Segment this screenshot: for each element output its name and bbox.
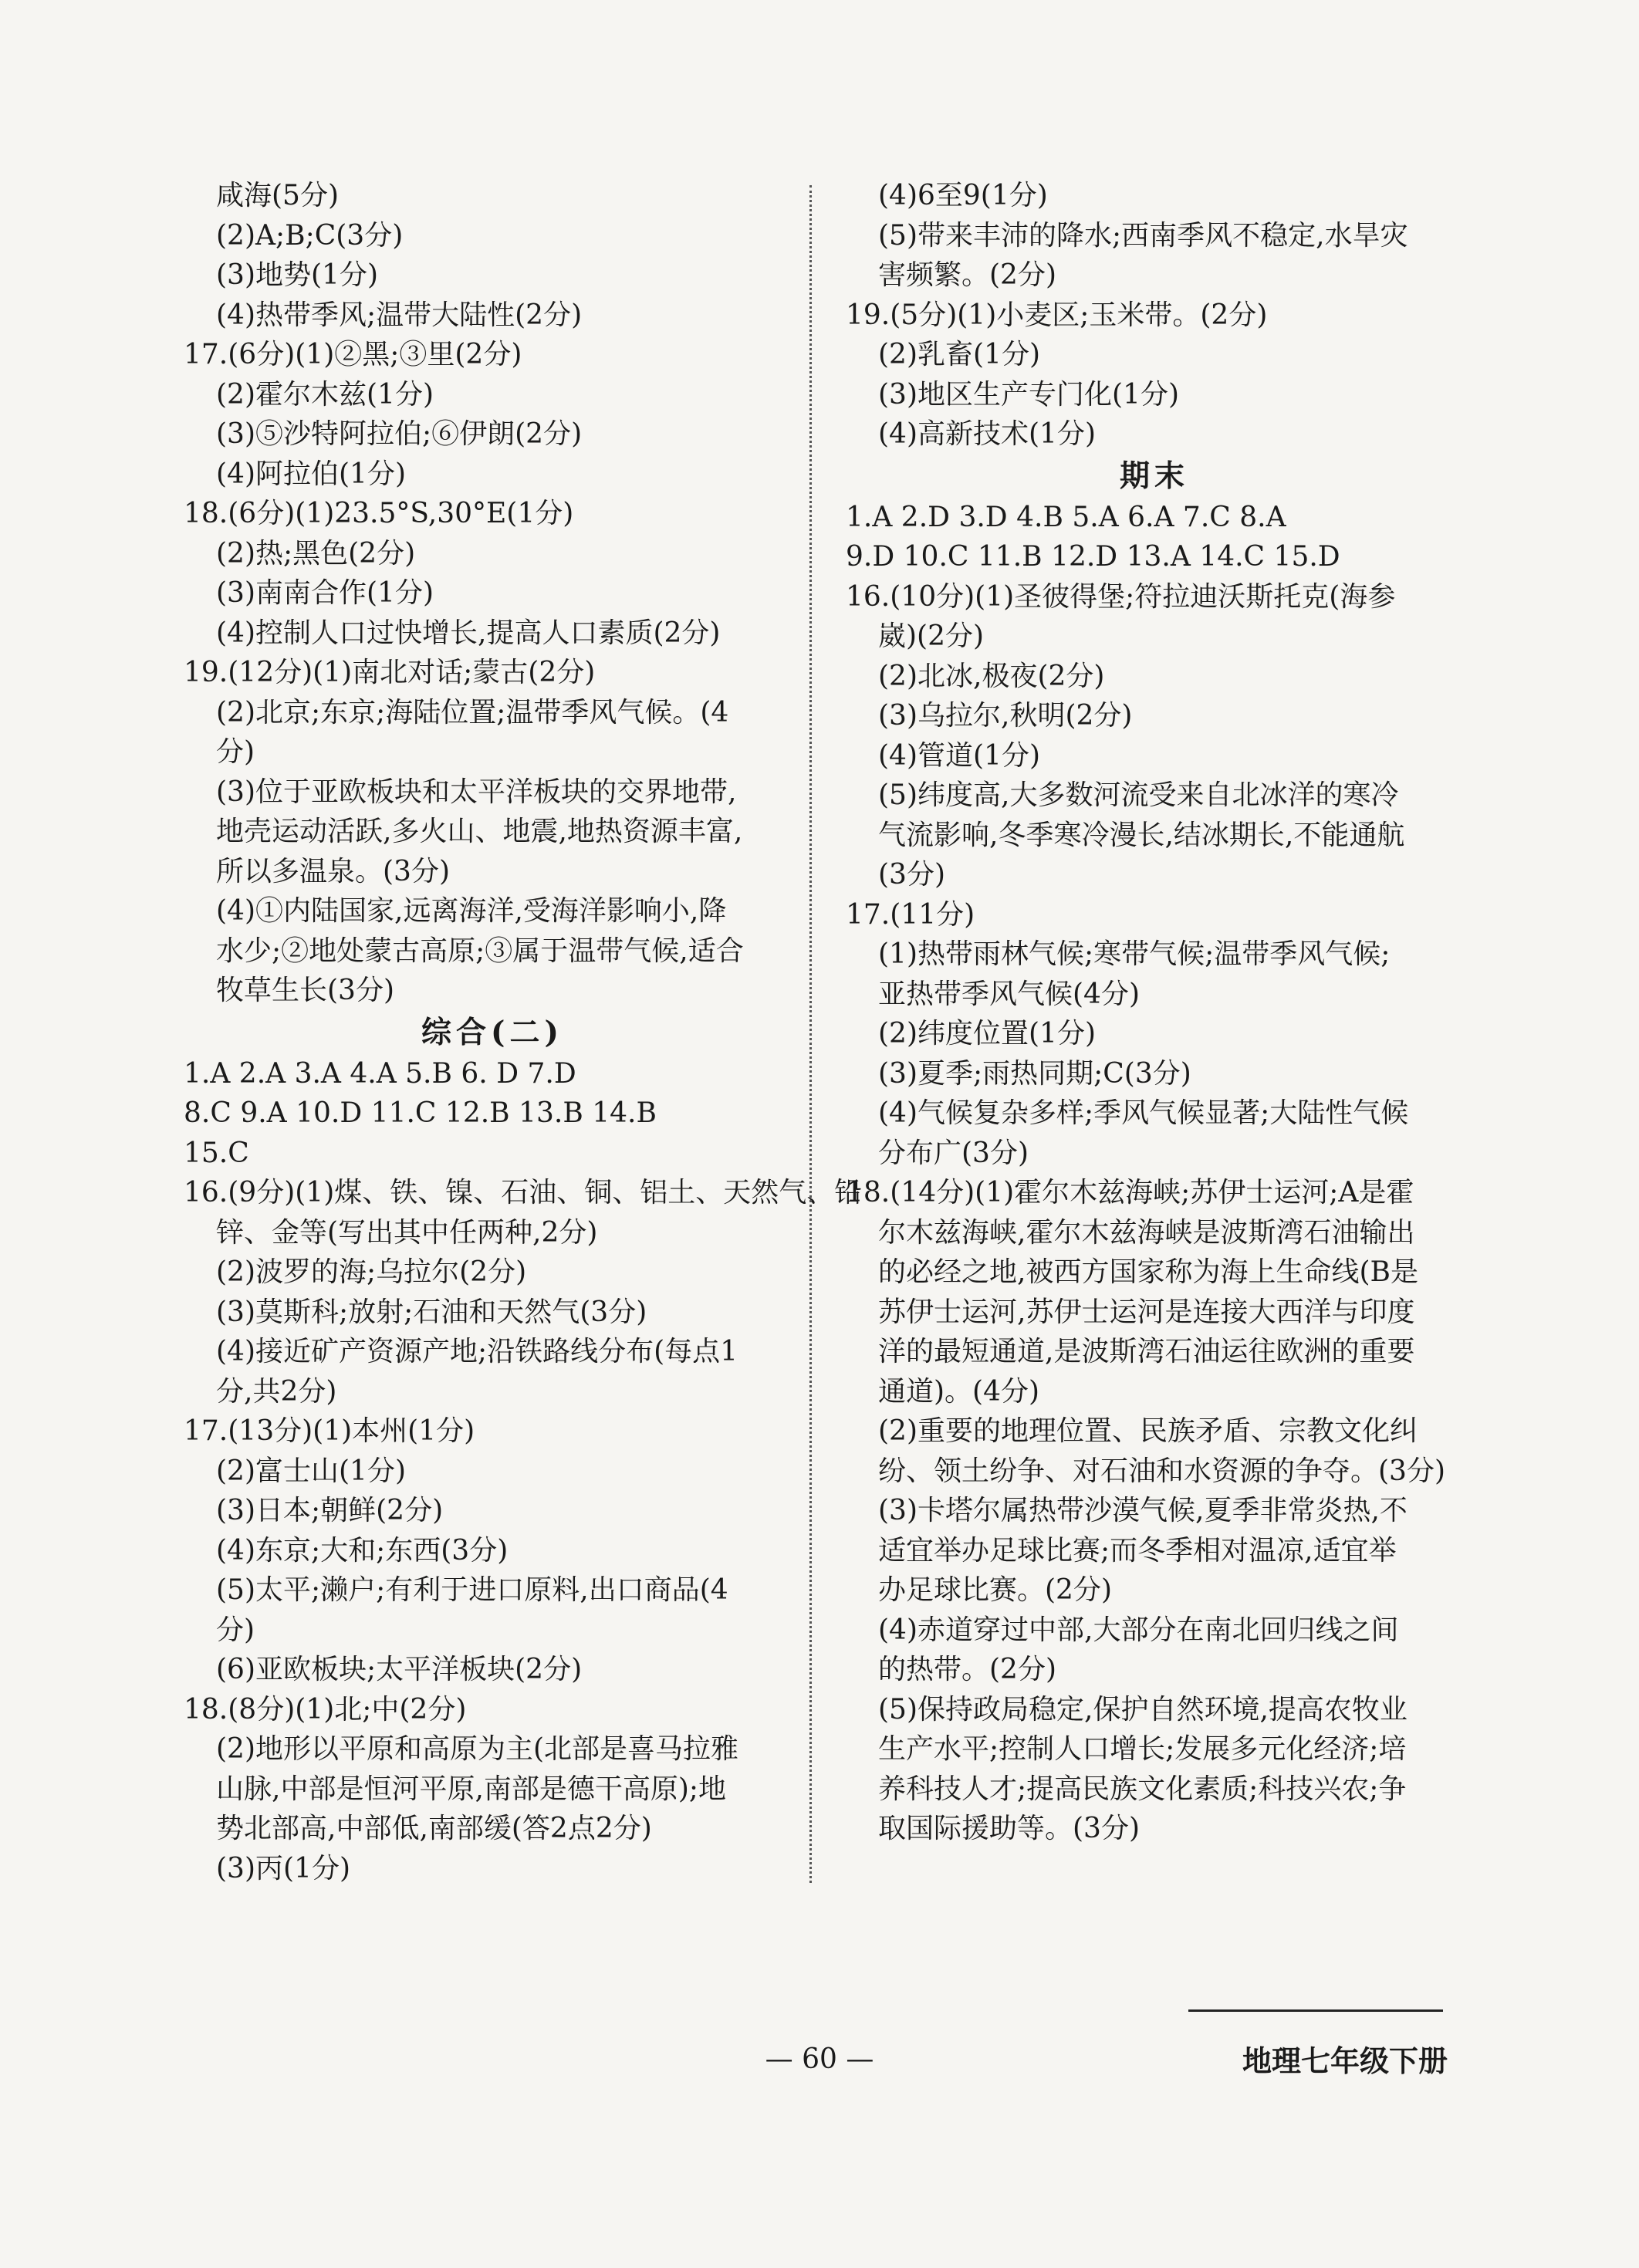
answer-line: 18.(14分)(1)霍尔木兹海峡;苏伊士运河;A是霍 [846, 1177, 1414, 1208]
answer-line: 15.C [184, 1137, 249, 1169]
answer-line: 19.(5分)(1)小麦区;玉米带。(2分) [846, 299, 1268, 331]
answer-line: (2)地形以平原和高原为主(北部是喜马拉雅 [216, 1733, 739, 1765]
answer-line: (4)①内陆国家,远离海洋,受海洋影响小,降 [216, 895, 727, 927]
answer-line: 的必经之地,被西方国家称为海上生命线(B是 [878, 1256, 1418, 1288]
right-column [846, 176, 1463, 1849]
answer-line: 分,共2分) [216, 1375, 337, 1408]
answer-line: (3)南南合作(1分) [216, 577, 434, 609]
answer-line: (5)保持政局稳定,保护自然环境,提高农牧业 [878, 1693, 1408, 1726]
answer-line: 苏伊士运河,苏伊士运河是连接大西洋与印度 [878, 1296, 1415, 1328]
answer-line: 咸海(5分) [216, 180, 339, 211]
answer-line: (3)位于亚欧板块和太平洋板块的交界地带, [216, 776, 737, 808]
answer-line: 8.C 9.A 10.D 11.C 12.B 13.B 14.B [184, 1097, 657, 1129]
answer-line: 纷、领土纷争、对石油和水资源的争夺。(3分) [878, 1455, 1445, 1487]
answer-line: 17.(6分)(1)②黑;③里(2分) [184, 339, 522, 370]
section-heading: 期末 [1119, 458, 1189, 494]
answer-line: 山脉,中部是恒河平原,南部是德干高原);地 [216, 1773, 727, 1805]
answer-line: 牧草生长(3分) [216, 975, 394, 1006]
answer-line: 1.A 2.D 3.D 4.B 5.A 6.A 7.C 8.A [846, 501, 1286, 533]
answer-line: 1.A 2.A 3.A 4.A 5.B 6. D 7.D [184, 1057, 576, 1090]
answer-line: (2)纬度位置(1分) [878, 1018, 1096, 1049]
answer-line: (3)⑤沙特阿拉伯;⑥伊朗(2分) [216, 418, 583, 450]
answer-line: (2)乳畜(1分) [878, 339, 1040, 370]
answer-line: 崴)(2分) [878, 620, 985, 652]
answer-line: 取国际援助等。(3分) [878, 1813, 1140, 1844]
answer-line: (2)重要的地理位置、民族矛盾、宗教文化纠 [878, 1415, 1418, 1447]
answer-line: (1)热带雨林气候;寒带气候;温带季风气候; [878, 938, 1391, 970]
answer-line: 16.(9分)(1)煤、铁、镍、石油、铜、铝土、天然气、铅 [184, 1177, 863, 1208]
book-title: 地理七年级下册 [1242, 2044, 1448, 2078]
answer-line: (4)阿拉伯(1分) [216, 458, 406, 490]
column-divider [809, 185, 812, 1883]
answer-line: (4)东京;大和;东西(3分) [216, 1534, 509, 1567]
answer-line: 生产水平;控制人口增长;发展多元化经济;培 [878, 1733, 1407, 1765]
answer-line: (3)丙(1分) [216, 1852, 350, 1884]
answer-line: (2)富士山(1分) [216, 1455, 406, 1487]
answer-line: 办足球比赛。(2分) [878, 1574, 1112, 1606]
section-heading: 综合(二) [421, 1014, 563, 1050]
answer-line: (4)高新技术(1分) [878, 418, 1096, 450]
answer-line: 洋的最短通道,是波斯湾石油运往欧洲的重要 [878, 1336, 1415, 1367]
answer-line: 的热带。(2分) [878, 1654, 1056, 1685]
answer-line: 气流影响,冬季寒冷漫长,结冰期长,不能通航 [878, 819, 1405, 851]
answer-line: 9.D 10.C 11.B 12.D 13.A 14.C 15.D [846, 541, 1340, 573]
answer-line: 18.(6分)(1)23.5°S,30°E(1分) [184, 498, 574, 529]
answer-line: 16.(10分)(1)圣彼得堡;符拉迪沃斯托克(海参 [846, 580, 1396, 613]
answer-line: (3)地区生产专门化(1分) [878, 378, 1179, 411]
answer-line: (2)A;B;C(3分) [216, 219, 404, 252]
answer-line: 17.(13分)(1)本州(1分) [184, 1415, 475, 1447]
answer-line: 通道)。(4分) [878, 1375, 1040, 1408]
answer-line: 尔木兹海峡,霍尔木兹海峡是波斯湾石油输出 [878, 1216, 1415, 1249]
answer-line: (5)太平;濑户;有利于进口原料,出口商品(4 [216, 1574, 728, 1606]
answer-line: (3)卡塔尔属热带沙漠气候,夏季非常炎热,不 [878, 1495, 1408, 1526]
answer-line: 害频繁。(2分) [878, 259, 1056, 291]
answer-line: 17.(11分) [846, 898, 975, 931]
page-number: — 60 — [765, 2043, 874, 2075]
answer-line: 势北部高,中部低,南部缓(答2点2分) [216, 1813, 652, 1844]
answer-line: (4)6至9(1分) [878, 180, 1048, 211]
answer-line: 分) [216, 736, 255, 768]
answer-line: 所以多温泉。(3分) [216, 855, 450, 887]
answer-line: (3)乌拉尔,秋明(2分) [878, 700, 1133, 732]
answer-line: 亚热带季风气候(4分) [878, 978, 1140, 1010]
answer-line: (2)热;黑色(2分) [216, 537, 416, 570]
answer-line: (5)纬度高,大多数河流受来自北冰洋的寒冷 [878, 779, 1399, 811]
answer-line: 分布广(3分) [878, 1137, 1029, 1169]
answer-line: (4)赤道穿过中部,大部分在南北回归线之间 [878, 1614, 1399, 1646]
answer-line: (3)日本;朝鲜(2分) [216, 1495, 444, 1526]
answer-line: (4)控制人口过快增长,提高人口素质(2分) [216, 617, 721, 649]
answer-line: 水少;②地处蒙古高原;③属于温带气候,适合 [216, 935, 744, 967]
answer-line: 18.(8分)(1)北;中(2分) [184, 1693, 467, 1726]
answer-line: (2)霍尔木兹(1分) [216, 378, 434, 411]
answer-line: (3)夏季;雨热同期;C(3分) [878, 1057, 1191, 1090]
answer-line: 地壳运动活跃,多火山、地震,地热资源丰富, [216, 816, 743, 847]
answer-line: 养科技人才;提高民族文化素质;科技兴农;争 [878, 1773, 1407, 1805]
answer-line: (4)接近矿产资源产地;沿铁路线分布(每点1 [216, 1336, 738, 1367]
answer-line: (3)地势(1分) [216, 259, 378, 291]
answer-line: (4)热带季风;温带大陆性(2分) [216, 299, 583, 331]
answer-line: (3分) [878, 859, 945, 891]
left-column [184, 176, 863, 1888]
answer-line: (2)北京;东京;海陆位置;温带季风气候。(4 [216, 696, 729, 728]
footer-rule [1188, 2009, 1443, 2012]
answer-line: (6)亚欧板块;太平洋板块(2分) [216, 1654, 583, 1685]
answer-line: 锌、金等(写出其中任两种,2分) [216, 1216, 598, 1249]
answer-line: (4)气候复杂多样;季风气候显著;大陆性气候 [878, 1097, 1409, 1129]
answer-line: (5)带来丰沛的降水;西南季风不稳定,水旱灾 [878, 219, 1408, 252]
answer-line: 分) [216, 1614, 255, 1646]
answer-line: 适宜举办足球比赛;而冬季相对温凉,适宜举 [878, 1534, 1397, 1567]
answer-line: 19.(12分)(1)南北对话;蒙古(2分) [184, 657, 596, 688]
answer-line: (4)管道(1分) [878, 739, 1040, 772]
answer-line: (2)波罗的海;乌拉尔(2分) [216, 1256, 527, 1288]
answer-line: (2)北冰,极夜(2分) [878, 660, 1105, 692]
answer-line: (3)莫斯科;放射;石油和天然气(3分) [216, 1296, 647, 1328]
